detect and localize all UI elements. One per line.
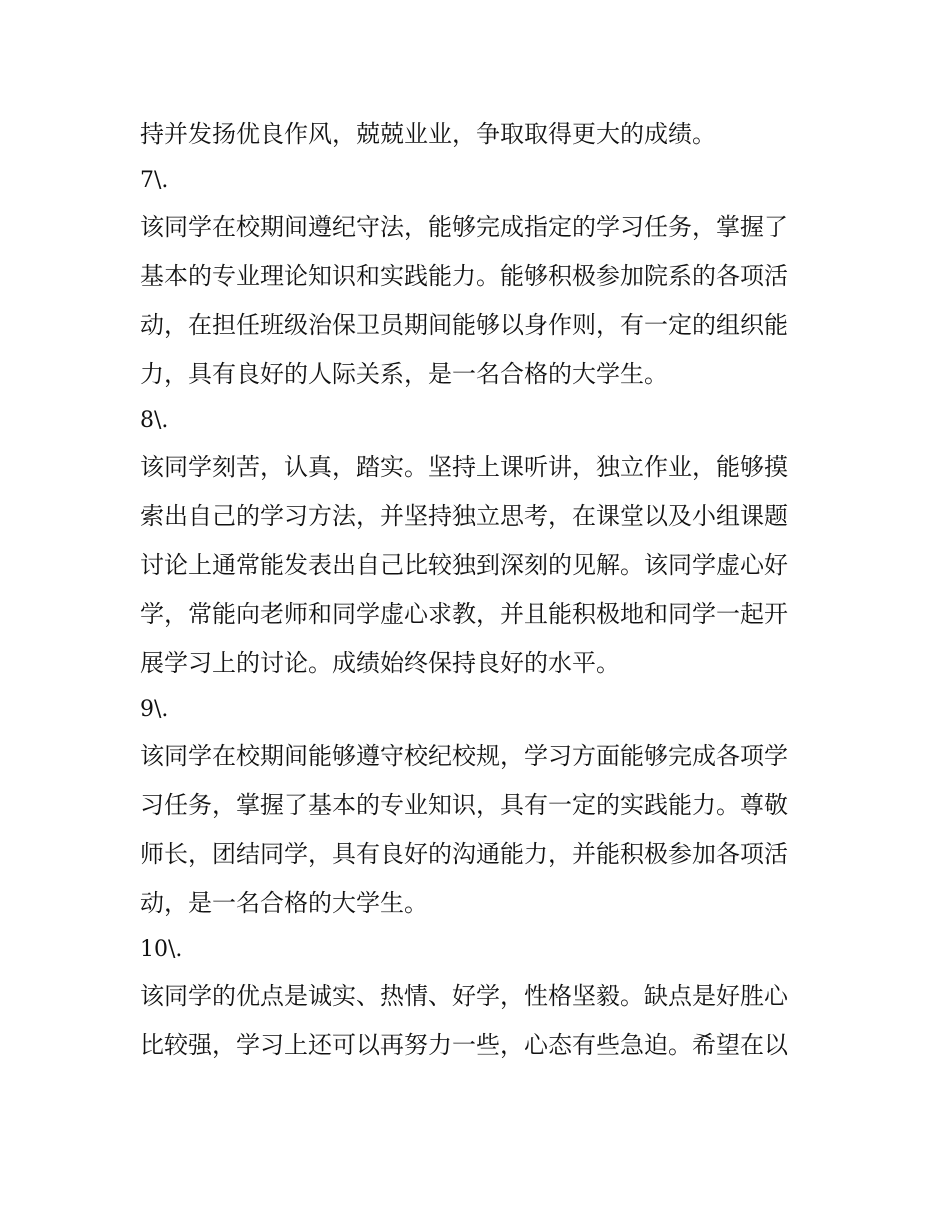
- document-page: [140, 110, 815, 1070]
- entry-number: 9\.: [140, 697, 169, 722]
- entry-line: 习任务，掌握了基本的专业知识，具有一定的实践能力。尊敬: [140, 791, 788, 819]
- entry-line: 动，是一名合格的大学生。: [140, 889, 428, 917]
- entry-line: 力，具有良好的人际关系，是一名合格的大学生。: [140, 360, 668, 388]
- entry-line: 该同学的优点是诚实、热情、好学，性格坚毅。缺点是好胜心: [140, 982, 788, 1010]
- entry-number: 7\.: [140, 168, 169, 193]
- entry-number: 10\.: [140, 937, 183, 962]
- entry-line: 索出自己的学习方法，并坚持独立思考，在课堂以及小组课题: [140, 502, 788, 530]
- entry-line: 展学习上的讨论。成绩始终保持良好的水平。: [140, 649, 620, 677]
- entry-line: 师长，团结同学，具有良好的沟通能力，并能积极参加各项活: [140, 840, 788, 868]
- intro-line: 持并发扬优良作风，兢兢业业，争取取得更大的成绩。: [140, 120, 716, 148]
- entry-line: 学，常能向老师和同学虚心求教，并且能积极地和同学一起开: [140, 600, 788, 628]
- entry-line: 该同学在校期间遵纪守法，能够完成指定的学习任务，掌握了: [140, 213, 788, 241]
- entry-line: 该同学在校期间能够遵守校纪校规，学习方面能够完成各项学: [140, 742, 788, 770]
- entry-line: 讨论上通常能发表出自己比较独到深刻的见解。该同学虚心好: [140, 551, 788, 579]
- entry-number: 8\.: [140, 408, 169, 433]
- entry-line: 比较强，学习上还可以再努力一些，心态有些急迫。希望在以: [140, 1031, 788, 1059]
- entry-line: 该同学刻苦，认真，踏实。坚持上课听讲，独立作业，能够摸: [140, 453, 788, 481]
- entry-line: 基本的专业理论知识和实践能力。能够积极参加院系的各项活: [140, 262, 788, 290]
- entry-line: 动，在担任班级治保卫员期间能够以身作则，有一定的组织能: [140, 311, 788, 339]
